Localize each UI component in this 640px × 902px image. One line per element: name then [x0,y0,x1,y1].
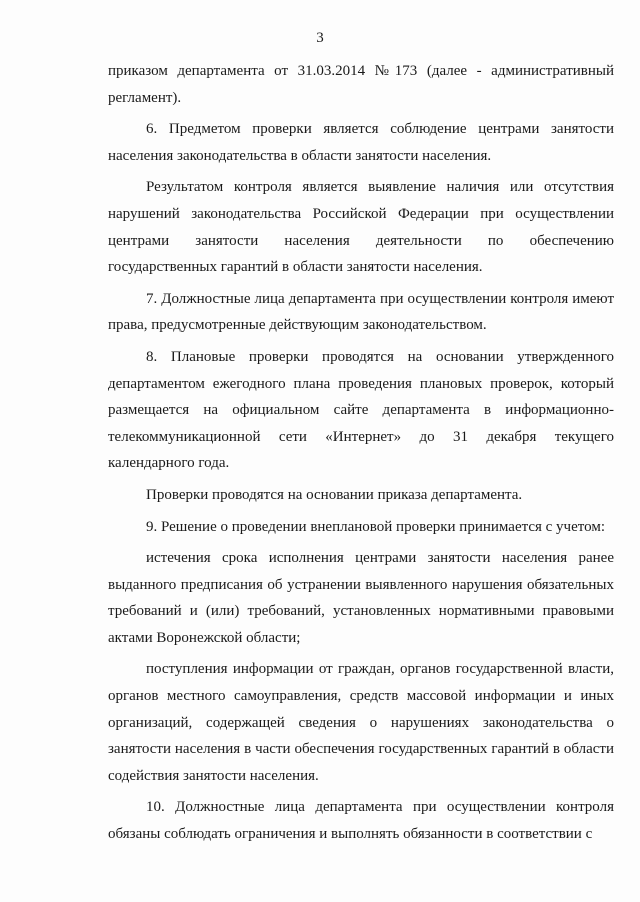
paragraph-item-6: 6. Предметом проверки является соблюдение центрами занятости населения законодательства в области занятости населения. [108,121,614,164]
document-body [108,58,614,848]
paragraph-control-result: Результатом контроля является выявление наличия или отсутствия нарушений законодательства Российской Федерации при осуществлении центрами занятости населения деятельности по обеспечению государственных гарантий в области занятости населения. [108,179,614,276]
paragraph-item-9-deadline: истечения срока исполнения центрами занятости населения ранее выданного предписания об устранении выявленного нарушения обязательных требований и (или) требований, установленных нормативными правовыми актами Воронежской области; [108,550,614,646]
paragraph-item-7: 7. Должностные лица департамента при осуществлении контроля имеют права, предусмотренные действующим законодательством. [108,290,614,334]
paragraph-item-9: 9. Решение о проведении внеплановой проверки принимается с учетом: [146,518,605,535]
paragraph-item-8: 8. Плановые проверки проводятся на основании утвержденного департаментом ежегодного плана проведения плановых проверок, который размещается на официальном сайте департамента в информационно-телекоммуникационной сети «Интернет» до 31 декабря текущего календарного года. [108,348,614,472]
paragraph-item-9-information: поступления информации от граждан, органов государственной власти, органов местного самоуправления, средств массовой информации и иных организаций, содержащей сведения о нарушениях законодательства о занятости населения в части обеспечения государственных гарантий в области содействия занятости населения. [108,661,614,784]
paragraph-regulation-continuation: приказом департамента от 31.03.2014 №173 (далее - административный регламент). [108,63,614,106]
paragraph-inspection-basis: Проверки проводятся на основании приказа департамента. [146,486,523,503]
paragraph-item-10: 10. Должностные лица департамента при осуществлении контроля обязаны соблюдать ограничения и выполнять обязанности в соответствии с [108,799,614,843]
page-number: 3 [316,30,324,46]
